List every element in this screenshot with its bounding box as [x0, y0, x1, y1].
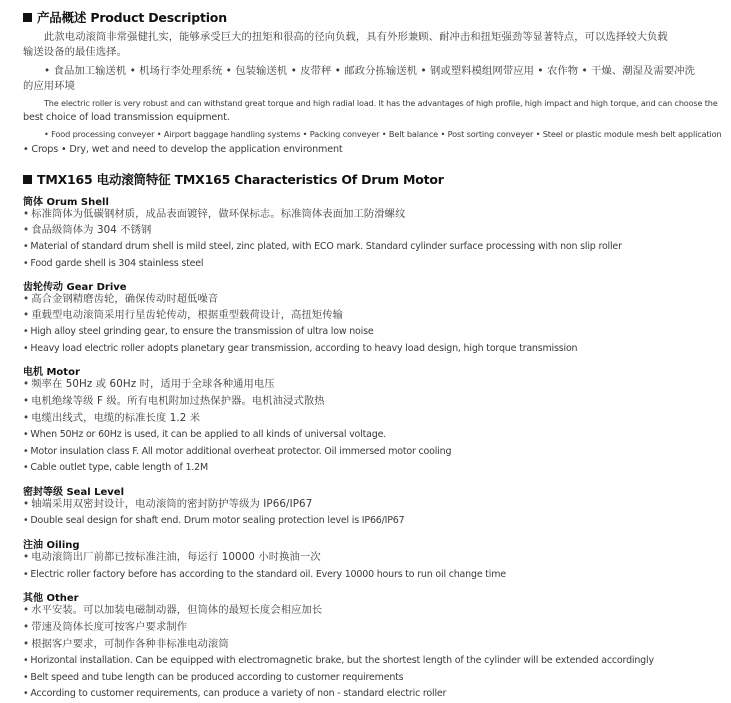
list-item	[23, 309, 343, 321]
list-item-text: Double seal design for shaft end. Drum motor sealing protection level is IP66/IP67	[30, 515, 405, 526]
bullet-dot-icon: •	[23, 446, 29, 457]
bullet-dot-icon: •	[23, 343, 29, 354]
characteristics-title	[23, 170, 444, 188]
list-item-text: 电机绝缘等级 F 级。所有电机附加过热保护器。电机油浸式散热	[31, 395, 325, 407]
en-applications-line-2: • Crops • Dry, wet and need to develop the application environment	[23, 144, 343, 155]
bullet-dot-icon: •	[23, 241, 29, 252]
bullet-dot-icon: •	[23, 395, 30, 407]
list-item	[23, 208, 405, 220]
product-description-title	[23, 8, 227, 26]
list-item-text: Heavy load electric roller adopts planetary gear transmission, according to heavy load design, high torque transmission	[30, 343, 578, 354]
list-item-text: According to customer requirements, can produce a variety of non - standard electric roller	[30, 688, 447, 699]
list-item	[23, 378, 275, 390]
en-applications-line-1: • Food processing conveyer • Airport baggage handling systems • Packing conveyer • Belt balance • Post sorting conveyer • Steel or plastic module mesh belt application	[44, 129, 722, 139]
list-item	[23, 258, 203, 270]
list-item	[23, 412, 200, 424]
list-item-text: 频率在 50Hz 或 60Hz 时，适用于全球各种通用电压	[31, 378, 275, 390]
bullet-dot-icon: •	[23, 672, 29, 683]
list-item-text: 轴端采用双密封设计，电动滚筒的密封防护等级为 IP66/IP67	[31, 498, 313, 510]
list-item	[23, 688, 446, 700]
list-item	[23, 498, 312, 510]
bullet-dot-icon: •	[23, 604, 30, 616]
bullet-dot-icon: •	[23, 378, 30, 390]
section-heading-seal-level: 密封等级 Seal Level	[23, 487, 125, 498]
list-item-text: 重载型电动滚筒采用行星齿轮传动，根据重型载荷设计，高扭矩传输	[31, 309, 344, 321]
list-item	[23, 604, 322, 616]
en-paragraph-line-2: best choice of load transmission equipment.	[23, 112, 230, 123]
list-item-text: 食品级筒体为 304 不锈钢	[31, 224, 152, 236]
characteristics-title-text: TMX165 电动滚筒特征 TMX165 Characteristics Of Drum Motor	[37, 172, 444, 187]
list-item-text: 电动滚筒出厂前都已按标准注油，每运行 10000 小时换油一次	[31, 551, 321, 563]
list-item	[23, 655, 654, 667]
list-item-text: 高合金钢精磨齿轮，确保传动时超低噪音	[31, 293, 219, 305]
list-item	[23, 621, 187, 633]
list-item	[23, 343, 577, 355]
bullet-dot-icon: •	[23, 208, 30, 220]
list-item-text: 带速及筒体长度可按客户要求制作	[31, 621, 188, 633]
list-item	[23, 462, 208, 474]
list-item	[23, 672, 403, 684]
list-item-text: Motor insulation class F. All motor additional overheat protector. Oil immersed motor cooling	[30, 446, 452, 457]
list-item-text: 水平安装。可以加装电磁制动器，但筒体的最短长度会相应加长	[31, 604, 323, 616]
list-item	[23, 224, 151, 236]
cn-paragraph-line-2: 输送设备的最佳选择。	[23, 46, 127, 58]
bullet-dot-icon: •	[23, 621, 30, 633]
list-item-text: Belt speed and tube length can be produced according to customer requirements	[30, 672, 404, 683]
bullet-dot-icon: •	[23, 462, 29, 473]
list-item-text: 根据客户要求，可制作各种非标准电动滚筒	[31, 638, 229, 650]
en-paragraph-line-1: The electric roller is very robust and can withstand great torque and high radial load. It has the advantages of high profile, high impact and high torque, and can choose the	[44, 98, 718, 108]
list-item	[23, 429, 386, 441]
list-item	[23, 293, 218, 305]
cn-applications-line-2: 的应用环境	[23, 80, 75, 92]
square-bullet-icon	[23, 175, 32, 184]
list-item-text: Material of standard drum shell is mild steel, zinc plated, with ECO mark. Standard cylinder surface processing with non slip roller	[30, 241, 622, 252]
bullet-dot-icon: •	[23, 569, 29, 580]
list-item-text: When 50Hz or 60Hz is used, it can be applied to all kinds of universal voltage.	[30, 429, 387, 440]
section-heading-drum-shell: 筒体 Orum Shell	[23, 197, 109, 208]
list-item	[23, 638, 229, 650]
bullet-dot-icon: •	[23, 309, 30, 321]
list-item	[23, 326, 374, 338]
bullet-dot-icon: •	[23, 412, 30, 424]
bullet-dot-icon: •	[23, 688, 29, 699]
section-heading-motor: 电机 Motor	[23, 367, 80, 378]
cn-paragraph-line-1: 此款电动滚筒非常强健扎实，能够承受巨大的扭矩和很高的径向负载，具有外形兼顾、耐冲击和扭矩强劲等显著特点，可以选择较大负载	[44, 31, 668, 43]
section-heading-other: 其他 Other	[23, 593, 79, 604]
section-heading-oiling: 注油 Oiling	[23, 540, 80, 551]
list-item-text: 标准筒体为低碳钢材质，成品表面镀锌，做环保标志。标准筒体表面加工防滑螺纹	[31, 208, 406, 220]
list-item-text: Electric roller factory before has according to the standard oil. Every 10000 hours to run oil change time	[30, 569, 506, 580]
list-item	[23, 395, 325, 407]
bullet-dot-icon: •	[23, 429, 29, 440]
list-item	[23, 569, 506, 581]
list-item	[23, 446, 451, 458]
section-heading-gear-drive: 齿轮传动 Gear Drive	[23, 282, 127, 293]
product-description-title-text: 产品概述 Product Description	[37, 10, 227, 25]
list-item-text: Cable outlet type, cable length of 1.2M	[30, 462, 209, 473]
bullet-dot-icon: •	[23, 515, 29, 526]
list-item-text: High alloy steel grinding gear, to ensure the transmission of ultra low noise	[30, 326, 374, 337]
bullet-dot-icon: •	[23, 224, 30, 236]
square-bullet-icon	[23, 13, 32, 22]
list-item-text: 电缆出线式，电缆的标准长度 1.2 米	[31, 412, 201, 424]
bullet-dot-icon: •	[23, 638, 30, 650]
list-item	[23, 515, 404, 527]
list-item	[23, 241, 622, 253]
bullet-dot-icon: •	[23, 498, 30, 510]
list-item	[23, 551, 321, 563]
bullet-dot-icon: •	[23, 655, 29, 666]
cn-applications-line-1: • 食品加工输送机 • 机场行李处理系统 • 包装输送机 • 皮带秤 • 邮政分拣输送机 • 钢或塑料模组网带应用 • 农作物 • 干燥、潮湿及需要冲洗	[44, 65, 696, 77]
bullet-dot-icon: •	[23, 293, 30, 305]
list-item-text: Horizontal installation. Can be equipped with electromagnetic brake, but the shortest length of the cylinder will be extended accordingly	[30, 655, 654, 666]
list-item-text: Food garde shell is 304 stainless steel	[30, 258, 204, 269]
bullet-dot-icon: •	[23, 326, 29, 337]
bullet-dot-icon: •	[23, 258, 29, 269]
bullet-dot-icon: •	[23, 551, 30, 563]
